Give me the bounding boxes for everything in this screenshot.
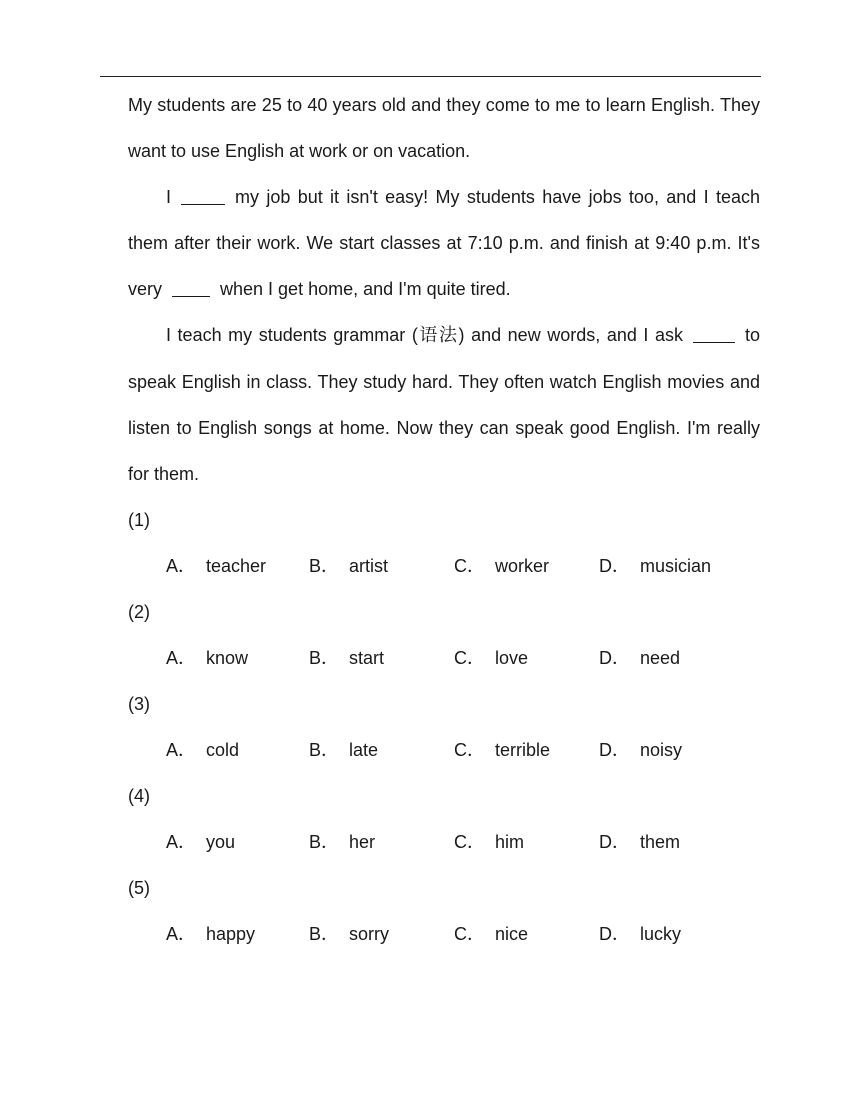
answer-blank-4 (693, 326, 735, 343)
paragraph-text: I (166, 187, 172, 207)
option-text: sorry (349, 924, 390, 944)
option-c[interactable] (454, 543, 549, 589)
option-a[interactable] (166, 543, 266, 589)
paragraph-text: I teach my students grammar ( (166, 325, 418, 345)
question-number: (1) (128, 510, 150, 530)
option-c[interactable] (454, 727, 550, 773)
option-a[interactable] (166, 819, 235, 865)
question-number: (3) (128, 694, 150, 714)
option-d[interactable] (599, 543, 711, 589)
paragraph-text: to speak English in class. They study hard. They often watch English movies and listen to English songs at home. Now they can speak good English. I'm really for them. (128, 325, 760, 484)
option-a[interactable] (166, 911, 255, 957)
option-letter: B． (309, 832, 340, 852)
option-letter: A． (166, 648, 197, 668)
option-text: know (206, 648, 249, 668)
paragraph-text: ) and new words, and I ask (458, 325, 683, 345)
option-text: musician (640, 556, 712, 576)
option-text: her (349, 832, 376, 852)
options-row (128, 911, 760, 957)
option-letter: A． (166, 924, 197, 944)
option-letter: A． (166, 556, 197, 576)
option-letter: C． (454, 832, 485, 852)
option-text: start (349, 648, 385, 668)
option-text: cold (206, 740, 240, 760)
option-letter: C． (454, 556, 485, 576)
option-letter: C． (454, 648, 485, 668)
question-number: (5) (128, 878, 150, 898)
option-letter: D． (599, 648, 630, 668)
option-letter: B． (309, 556, 340, 576)
option-c[interactable] (454, 819, 524, 865)
passage-paragraph-2 (128, 174, 760, 312)
question-number: (2) (128, 602, 150, 622)
option-d[interactable] (599, 819, 680, 865)
option-letter: B． (309, 740, 340, 760)
document-body (128, 82, 760, 957)
option-d[interactable] (599, 635, 680, 681)
option-text: noisy (640, 740, 683, 760)
option-letter: B． (309, 648, 340, 668)
option-a[interactable] (166, 635, 248, 681)
option-c[interactable] (454, 635, 528, 681)
option-text: need (640, 648, 681, 668)
option-text: you (206, 832, 236, 852)
option-b[interactable] (309, 543, 388, 589)
option-letter: B． (309, 924, 340, 944)
option-c[interactable] (454, 911, 528, 957)
paragraph-text: when I get home, and I'm quite tired. (220, 279, 511, 299)
option-text: them (640, 832, 681, 852)
option-text: him (495, 832, 525, 852)
answer-blank-2 (181, 188, 225, 205)
option-text: teacher (206, 556, 267, 576)
question-number: (4) (128, 786, 150, 806)
option-text: late (349, 740, 379, 760)
paragraph-text: my job but it isn't easy! My students have jobs too, and I teach them after their work. We start classes at 7:10 p.m. and finish at 9:40 p.m. It's very (128, 187, 760, 299)
option-a[interactable] (166, 727, 239, 773)
answer-blank-3 (172, 280, 210, 297)
option-text: artist (349, 556, 389, 576)
option-d[interactable] (599, 911, 681, 957)
option-text: lucky (640, 924, 682, 944)
options-row (128, 543, 760, 589)
options-row (128, 635, 760, 681)
option-letter: D． (599, 556, 630, 576)
option-text: love (495, 648, 529, 668)
passage-paragraph-1: My students are 25 to 40 years old and they come to me to learn English. They want to use English at work or on vacation. (128, 95, 760, 161)
options-row (128, 819, 760, 865)
passage-paragraph-3 (128, 312, 760, 497)
option-letter: D． (599, 832, 630, 852)
option-letter: D． (599, 740, 630, 760)
option-text: terrible (495, 740, 551, 760)
option-text: happy (206, 924, 256, 944)
option-b[interactable] (309, 911, 389, 957)
option-letter: A． (166, 740, 197, 760)
option-letter: D． (599, 924, 630, 944)
option-d[interactable] (599, 727, 682, 773)
options-row (128, 727, 760, 773)
option-b[interactable] (309, 635, 384, 681)
chinese-gloss: 语法 (417, 325, 459, 346)
option-b[interactable] (309, 819, 375, 865)
option-b[interactable] (309, 727, 378, 773)
header-rule (100, 76, 761, 77)
option-letter: A． (166, 832, 197, 852)
question-list (128, 497, 760, 957)
option-text: nice (495, 924, 529, 944)
option-text: worker (495, 556, 550, 576)
option-letter: C． (454, 924, 485, 944)
option-letter: C． (454, 740, 485, 760)
